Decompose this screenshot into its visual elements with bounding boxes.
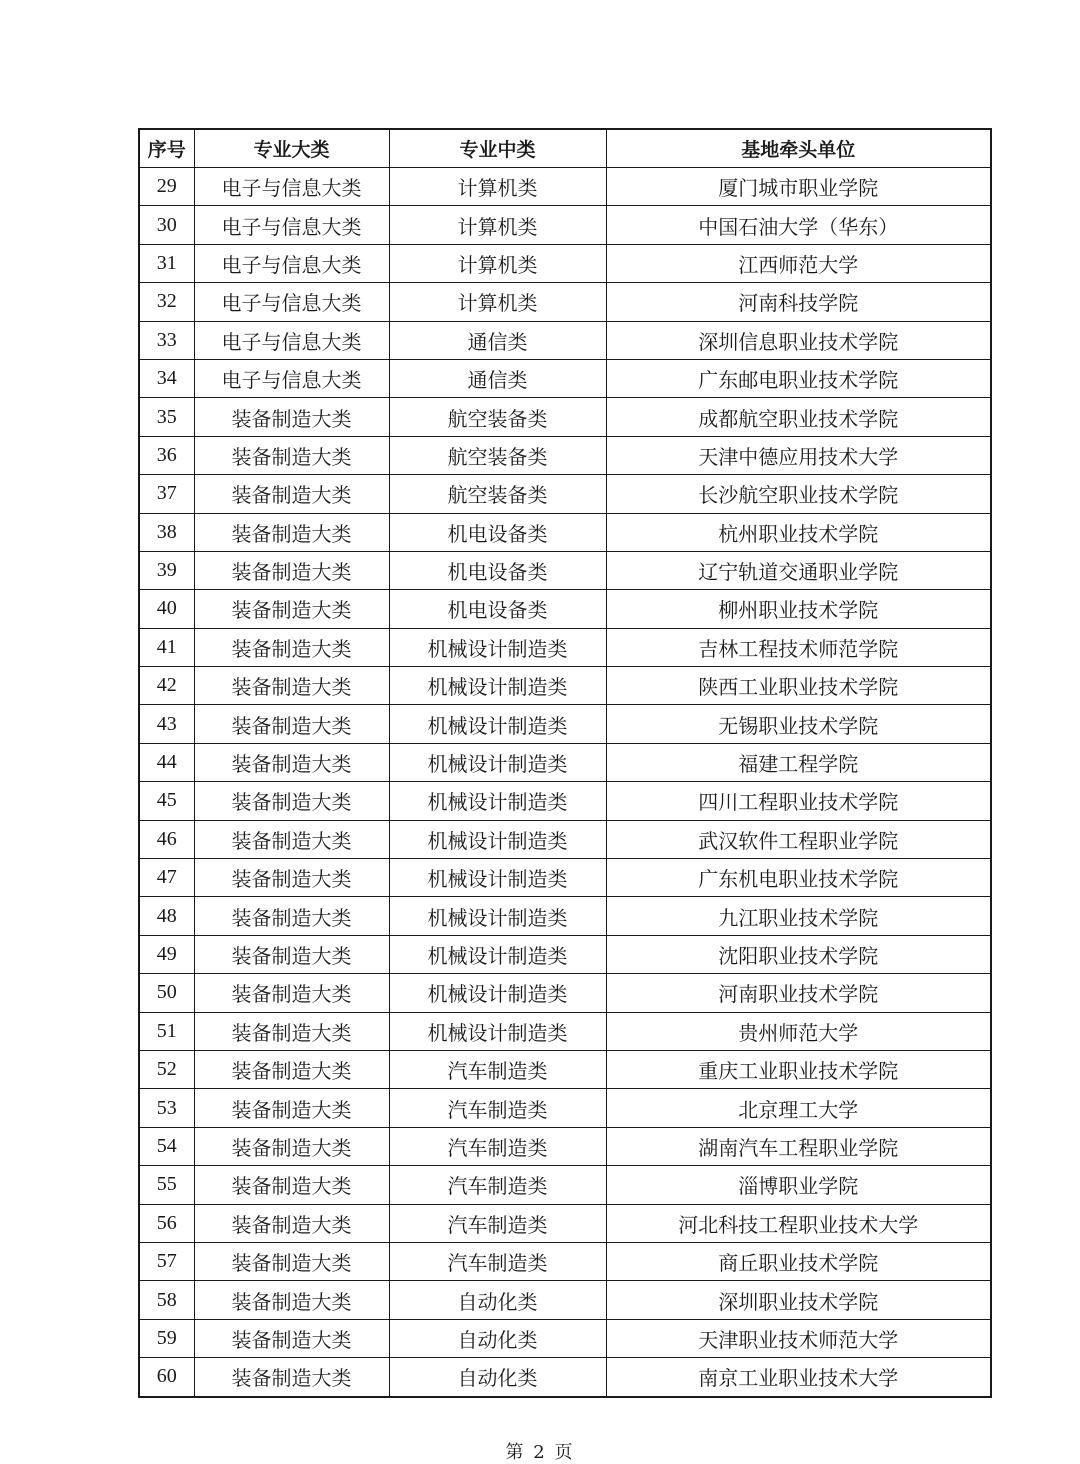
- major-category-cell: 装备制造大类: [194, 782, 389, 820]
- major-category-cell: 装备制造大类: [194, 897, 389, 935]
- table-row: [139, 628, 991, 666]
- lead-institution-cell: 商丘职业技术学院: [606, 1242, 991, 1280]
- table-row: [139, 1204, 991, 1242]
- table-row: [139, 1089, 991, 1127]
- header-major-subcategory: 专业中类: [389, 129, 606, 168]
- major-subcategory-cell: 机械设计制造类: [389, 820, 606, 858]
- major-subcategory-cell: 机电设备类: [389, 551, 606, 589]
- lead-institution-cell: 河北科技工程职业技术大学: [606, 1204, 991, 1242]
- lead-institution-cell: 南京工业职业技术大学: [606, 1358, 991, 1397]
- header-major-category: 专业大类: [194, 129, 389, 168]
- table-row: [139, 743, 991, 781]
- table-row: [139, 206, 991, 244]
- row-index-cell: 36: [139, 436, 194, 474]
- header-row: [139, 129, 991, 168]
- row-index-cell: 39: [139, 551, 194, 589]
- row-index-cell: 54: [139, 1127, 194, 1165]
- major-subcategory-cell: 机械设计制造类: [389, 897, 606, 935]
- major-subcategory-cell: 汽车制造类: [389, 1166, 606, 1204]
- lead-institution-cell: 河南科技学院: [606, 283, 991, 321]
- major-category-cell: 装备制造大类: [194, 551, 389, 589]
- row-index-cell: 41: [139, 628, 194, 666]
- lead-institution-cell: 深圳职业技术学院: [606, 1281, 991, 1319]
- lead-institution-cell: 江西师范大学: [606, 244, 991, 282]
- row-index-cell: 35: [139, 398, 194, 436]
- table-row: [139, 398, 991, 436]
- major-subcategory-cell: 汽车制造类: [389, 1089, 606, 1127]
- table-row: [139, 935, 991, 973]
- lead-institution-cell: 沈阳职业技术学院: [606, 935, 991, 973]
- major-subcategory-cell: 航空装备类: [389, 398, 606, 436]
- major-subcategory-cell: 汽车制造类: [389, 1127, 606, 1165]
- major-subcategory-cell: 机械设计制造类: [389, 935, 606, 973]
- table-row: [139, 705, 991, 743]
- row-index-cell: 30: [139, 206, 194, 244]
- table-row: [139, 1166, 991, 1204]
- major-category-cell: 装备制造大类: [194, 513, 389, 551]
- table-row: [139, 244, 991, 282]
- table-header: [139, 129, 991, 168]
- major-category-cell: 装备制造大类: [194, 743, 389, 781]
- table-row: [139, 475, 991, 513]
- table-row: [139, 897, 991, 935]
- row-index-cell: 29: [139, 168, 194, 206]
- major-subcategory-cell: 航空装备类: [389, 436, 606, 474]
- lead-institution-cell: 无锡职业技术学院: [606, 705, 991, 743]
- table-row: [139, 1050, 991, 1088]
- lead-institution-cell: 福建工程学院: [606, 743, 991, 781]
- table-row: [139, 1358, 991, 1397]
- major-category-cell: 装备制造大类: [194, 590, 389, 628]
- major-subcategory-cell: 机械设计制造类: [389, 743, 606, 781]
- lead-institution-cell: 成都航空职业技术学院: [606, 398, 991, 436]
- row-index-cell: 37: [139, 475, 194, 513]
- major-category-cell: 装备制造大类: [194, 1204, 389, 1242]
- major-category-cell: 电子与信息大类: [194, 168, 389, 206]
- row-index-cell: 53: [139, 1089, 194, 1127]
- lead-institution-cell: 中国石油大学（华东）: [606, 206, 991, 244]
- major-subcategory-cell: 机械设计制造类: [389, 974, 606, 1012]
- row-index-cell: 34: [139, 359, 194, 397]
- major-category-cell: 装备制造大类: [194, 628, 389, 666]
- major-subcategory-cell: 汽车制造类: [389, 1204, 606, 1242]
- lead-institution-cell: 贵州师范大学: [606, 1012, 991, 1050]
- lead-institution-cell: 广东机电职业技术学院: [606, 859, 991, 897]
- lead-institution-cell: 广东邮电职业技术学院: [606, 359, 991, 397]
- page-number: 2: [533, 1442, 547, 1463]
- row-index-cell: 31: [139, 244, 194, 282]
- table-row: [139, 513, 991, 551]
- lead-institution-cell: 陕西工业职业技术学院: [606, 667, 991, 705]
- table-row: [139, 321, 991, 359]
- major-subcategory-cell: 机电设备类: [389, 513, 606, 551]
- major-category-cell: 电子与信息大类: [194, 283, 389, 321]
- major-subcategory-cell: 机械设计制造类: [389, 782, 606, 820]
- row-index-cell: 55: [139, 1166, 194, 1204]
- table-row: [139, 782, 991, 820]
- row-index-cell: 38: [139, 513, 194, 551]
- row-index-cell: 48: [139, 897, 194, 935]
- lead-institution-cell: 北京理工大学: [606, 1089, 991, 1127]
- lead-institution-cell: 杭州职业技术学院: [606, 513, 991, 551]
- page-suffix: 页: [554, 1442, 575, 1463]
- major-subcategory-cell: 自动化类: [389, 1281, 606, 1319]
- major-subcategory-cell: 计算机类: [389, 168, 606, 206]
- table-row: [139, 667, 991, 705]
- row-index-cell: 44: [139, 743, 194, 781]
- table-row: [139, 1242, 991, 1280]
- major-category-cell: 装备制造大类: [194, 1012, 389, 1050]
- lead-institution-cell: 河南职业技术学院: [606, 974, 991, 1012]
- row-index-cell: 60: [139, 1358, 194, 1397]
- header-index: 序号: [139, 129, 194, 168]
- major-subcategory-cell: 自动化类: [389, 1319, 606, 1357]
- major-category-cell: 装备制造大类: [194, 820, 389, 858]
- major-subcategory-cell: 机械设计制造类: [389, 705, 606, 743]
- lead-institution-cell: 长沙航空职业技术学院: [606, 475, 991, 513]
- major-subcategory-cell: 计算机类: [389, 283, 606, 321]
- row-index-cell: 47: [139, 859, 194, 897]
- table-row: [139, 1281, 991, 1319]
- major-subcategory-cell: 计算机类: [389, 206, 606, 244]
- lead-institution-cell: 厦门城市职业学院: [606, 168, 991, 206]
- major-category-cell: 装备制造大类: [194, 436, 389, 474]
- major-category-cell: 装备制造大类: [194, 1242, 389, 1280]
- table-row: [139, 859, 991, 897]
- row-index-cell: 50: [139, 974, 194, 1012]
- row-index-cell: 57: [139, 1242, 194, 1280]
- major-category-cell: 装备制造大类: [194, 935, 389, 973]
- row-index-cell: 58: [139, 1281, 194, 1319]
- row-index-cell: 56: [139, 1204, 194, 1242]
- row-index-cell: 43: [139, 705, 194, 743]
- table-row: [139, 551, 991, 589]
- lead-institution-cell: 天津中德应用技术大学: [606, 436, 991, 474]
- major-category-cell: 装备制造大类: [194, 1281, 389, 1319]
- major-category-cell: 装备制造大类: [194, 1127, 389, 1165]
- major-subcategory-cell: 机械设计制造类: [389, 1012, 606, 1050]
- major-category-cell: 电子与信息大类: [194, 321, 389, 359]
- major-category-cell: 装备制造大类: [194, 667, 389, 705]
- major-subcategory-cell: 计算机类: [389, 244, 606, 282]
- major-category-cell: 装备制造大类: [194, 1319, 389, 1357]
- major-subcategory-cell: 机电设备类: [389, 590, 606, 628]
- lead-institution-cell: 柳州职业技术学院: [606, 590, 991, 628]
- major-category-cell: 电子与信息大类: [194, 359, 389, 397]
- major-subcategory-cell: 机械设计制造类: [389, 628, 606, 666]
- row-index-cell: 51: [139, 1012, 194, 1050]
- lead-institution-cell: 深圳信息职业技术学院: [606, 321, 991, 359]
- table-body: [139, 168, 991, 1397]
- table-row: [139, 359, 991, 397]
- major-category-cell: 装备制造大类: [194, 398, 389, 436]
- major-subcategory-cell: 自动化类: [389, 1358, 606, 1397]
- row-index-cell: 45: [139, 782, 194, 820]
- major-subcategory-cell: 通信类: [389, 359, 606, 397]
- row-index-cell: 49: [139, 935, 194, 973]
- table-row: [139, 820, 991, 858]
- lead-institution-cell: 吉林工程技术师范学院: [606, 628, 991, 666]
- major-category-cell: 装备制造大类: [194, 974, 389, 1012]
- major-subcategory-cell: 汽车制造类: [389, 1242, 606, 1280]
- header-lead-institution: 基地牵头单位: [606, 129, 991, 168]
- row-index-cell: 42: [139, 667, 194, 705]
- row-index-cell: 52: [139, 1050, 194, 1088]
- row-index-cell: 59: [139, 1319, 194, 1357]
- table-row: [139, 1319, 991, 1357]
- lead-institution-cell: 四川工程职业技术学院: [606, 782, 991, 820]
- institution-table: [138, 128, 992, 1398]
- major-category-cell: 装备制造大类: [194, 705, 389, 743]
- table-row: [139, 1127, 991, 1165]
- major-category-cell: 电子与信息大类: [194, 206, 389, 244]
- major-category-cell: 装备制造大类: [194, 475, 389, 513]
- major-subcategory-cell: 汽车制造类: [389, 1050, 606, 1088]
- lead-institution-cell: 武汉软件工程职业学院: [606, 820, 991, 858]
- major-category-cell: 装备制造大类: [194, 859, 389, 897]
- major-subcategory-cell: 通信类: [389, 321, 606, 359]
- major-subcategory-cell: 航空装备类: [389, 475, 606, 513]
- lead-institution-cell: 重庆工业职业技术学院: [606, 1050, 991, 1088]
- lead-institution-cell: 淄博职业学院: [606, 1166, 991, 1204]
- page-footer: [0, 1438, 1080, 1464]
- table-row: [139, 168, 991, 206]
- table-row: [139, 1012, 991, 1050]
- row-index-cell: 46: [139, 820, 194, 858]
- table-row: [139, 283, 991, 321]
- lead-institution-cell: 辽宁轨道交通职业学院: [606, 551, 991, 589]
- major-category-cell: 装备制造大类: [194, 1358, 389, 1397]
- major-category-cell: 装备制造大类: [194, 1089, 389, 1127]
- major-subcategory-cell: 机械设计制造类: [389, 667, 606, 705]
- table-row: [139, 590, 991, 628]
- row-index-cell: 33: [139, 321, 194, 359]
- page-prefix: 第: [505, 1442, 526, 1463]
- lead-institution-cell: 湖南汽车工程职业学院: [606, 1127, 991, 1165]
- lead-institution-cell: 天津职业技术师范大学: [606, 1319, 991, 1357]
- major-subcategory-cell: 机械设计制造类: [389, 859, 606, 897]
- row-index-cell: 40: [139, 590, 194, 628]
- major-category-cell: 装备制造大类: [194, 1050, 389, 1088]
- table-row: [139, 974, 991, 1012]
- major-category-cell: 装备制造大类: [194, 1166, 389, 1204]
- table-row: [139, 436, 991, 474]
- row-index-cell: 32: [139, 283, 194, 321]
- major-category-cell: 电子与信息大类: [194, 244, 389, 282]
- lead-institution-cell: 九江职业技术学院: [606, 897, 991, 935]
